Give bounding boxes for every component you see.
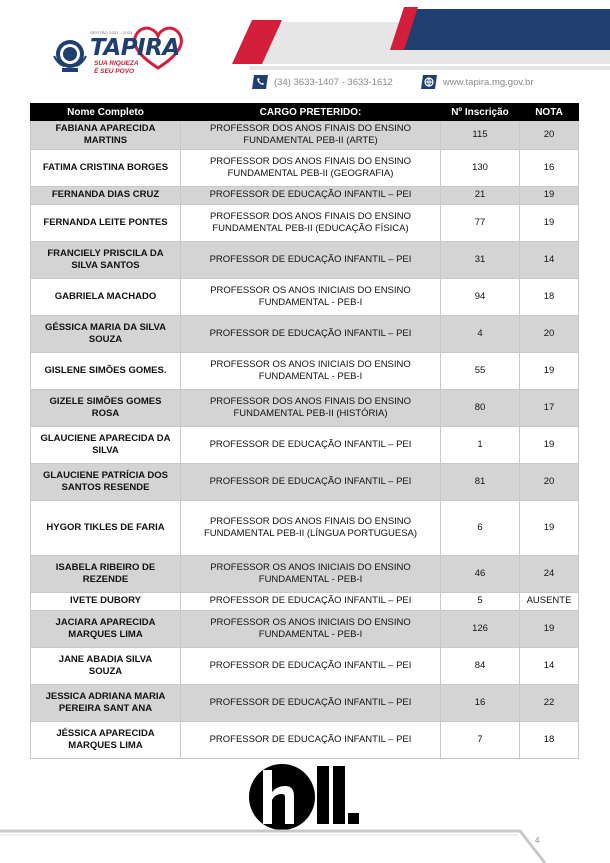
cell-name-line: IVETE DUBORY: [70, 595, 141, 607]
cell-name: [31, 611, 181, 648]
cell-nota: 24: [520, 556, 579, 593]
cell-name: [31, 121, 181, 150]
table-row: [31, 501, 579, 556]
cell-name: [31, 316, 181, 353]
cell-cargo: [181, 390, 441, 427]
cell-nota: 19: [520, 187, 579, 205]
cell-cargo: [181, 150, 441, 187]
cell-cargo-line: PROFESSOR DE EDUCAÇÃO INFANTIL – PEI: [209, 475, 412, 487]
cell-cargo-line: PROFESSOR DE EDUCAÇÃO INFANTIL – PEI: [209, 595, 412, 607]
logo-gestao: GESTÃO 2021 - 2024: [90, 30, 133, 35]
cell-name-line: REZENDE: [82, 574, 129, 585]
cell-name: [31, 464, 181, 501]
cell-name: [31, 353, 181, 390]
cell-cargo-line: FUNDAMENTAL - PEB-I: [258, 629, 363, 640]
cell-inscricao: 80: [441, 390, 520, 427]
cell-cargo-line: PROFESSOR DOS ANOS FINAIS DO ENSINO: [209, 122, 412, 134]
cell-cargo-line: PROFESSOR OS ANOS INICIAIS DO ENSINO: [210, 284, 411, 296]
cell-cargo-line: FUNDAMENTAL PEB-II (ARTE): [243, 135, 378, 146]
cell-name-line: JESSICA ADRIANA MARIA: [45, 690, 166, 702]
page-number: 4: [535, 836, 540, 845]
footer-decoration: [0, 825, 610, 863]
cell-inscricao: 46: [441, 556, 520, 593]
cell-name-line: FERNANDA LEITE PONTES: [43, 216, 168, 228]
cell-inscricao: 94: [441, 279, 520, 316]
cell-cargo: [181, 593, 441, 611]
cell-nota: 16: [520, 150, 579, 187]
cell-cargo: [181, 501, 441, 556]
cell-inscricao: 16: [441, 685, 520, 722]
cell-name-line: JANE ABADIA SILVA: [58, 653, 153, 665]
cell-name-line: FRANCIELY PRISCILA DA: [47, 247, 164, 259]
cell-name-line: GLAUCIENE PATRÍCIA DOS: [43, 469, 168, 481]
cell-name: [31, 427, 181, 464]
phone-number: (34) 3633-1407 - 3633-1612: [274, 76, 393, 88]
cell-inscricao: 84: [441, 648, 520, 685]
cell-cargo: [181, 427, 441, 464]
cell-cargo: [181, 205, 441, 242]
cell-name-line: GISLENE SIMÕES GOMES.: [44, 364, 167, 376]
cell-nota: 14: [520, 648, 579, 685]
cell-inscricao: 55: [441, 353, 520, 390]
table-row: [31, 353, 579, 390]
cell-nota: 20: [520, 316, 579, 353]
cell-name-line: MARQUES LIMA: [68, 740, 143, 751]
cell-cargo-line: PROFESSOR DOS ANOS FINAIS DO ENSINO: [209, 210, 412, 222]
cell-cargo-line: FUNDAMENTAL PEB-II (HISTÓRIA): [233, 408, 388, 419]
column-header-nota: NOTA: [520, 104, 579, 121]
results-table-container: [30, 103, 578, 759]
cell-name-line: GIZELE SIMÕES GOMES: [49, 395, 162, 407]
table-row: [31, 464, 579, 501]
cell-cargo-line: PROFESSOR DE EDUCAÇÃO INFANTIL – PEI: [209, 253, 412, 265]
cell-name-line: JACIARA APARECIDA: [55, 616, 156, 628]
cell-inscricao: 4: [441, 316, 520, 353]
globe-icon: [421, 75, 437, 89]
cell-name-line: SOUZA: [88, 666, 123, 677]
table-row: [31, 279, 579, 316]
cell-inscricao: 1: [441, 427, 520, 464]
cell-cargo-line: FUNDAMENTAL - PEB-I: [258, 297, 363, 308]
cell-name-line: GABRIELA MACHADO: [54, 290, 157, 302]
cell-cargo-line: PROFESSOR DE EDUCAÇÃO INFANTIL – PEI: [209, 438, 412, 450]
cell-name-line: SILVA: [92, 445, 119, 456]
cell-nota: AUSENTE: [520, 593, 579, 611]
table-row: [31, 390, 579, 427]
cell-name: [31, 187, 181, 205]
table-row: [31, 685, 579, 722]
cell-name-line: FERNANDA DIAS CRUZ: [51, 189, 160, 201]
cell-nota: 14: [520, 242, 579, 279]
cell-name-line: ISABELA RIBEIRO DE: [55, 561, 156, 573]
cell-cargo-line: FUNDAMENTAL PEB-II (LÍNGUA PORTUGUESA): [203, 528, 418, 539]
cell-cargo-line: FUNDAMENTAL - PEB-I: [258, 574, 363, 585]
cell-cargo: [181, 187, 441, 205]
cell-nota: 20: [520, 121, 579, 150]
table-row: [31, 205, 579, 242]
cell-name-line: GLAUCIENE APARECIDA DA: [40, 432, 171, 444]
contact-bar: [252, 73, 533, 91]
cell-name-line: JÉSSICA APARECIDA: [56, 727, 155, 739]
cell-cargo: [181, 556, 441, 593]
cell-cargo: [181, 464, 441, 501]
cell-name: [31, 205, 181, 242]
cell-inscricao: 115: [441, 121, 520, 150]
table-row: [31, 316, 579, 353]
cell-inscricao: 5: [441, 593, 520, 611]
cell-nota: 17: [520, 390, 579, 427]
cell-cargo-line: PROFESSOR DE EDUCAÇÃO INFANTIL – PEI: [209, 327, 412, 339]
page-header: [0, 0, 610, 100]
cell-name-line: SILVA SANTOS: [71, 260, 140, 271]
table-row: [31, 150, 579, 187]
cell-cargo: [181, 316, 441, 353]
table-row: [31, 556, 579, 593]
cell-name-line: SOUZA: [88, 334, 123, 345]
cell-name: [31, 722, 181, 759]
cell-cargo-line: PROFESSOR OS ANOS INICIAIS DO ENSINO: [210, 616, 411, 628]
cell-name: [31, 150, 181, 187]
cell-name-line: PEREIRA SANT ANA: [58, 703, 153, 714]
cell-name-line: FATIMA CRISTINA BORGES: [42, 161, 169, 173]
cell-cargo: [181, 121, 441, 150]
logo-tagline-1: SUA RIQUEZA: [94, 60, 139, 67]
cell-name: [31, 648, 181, 685]
table-row: [31, 648, 579, 685]
logo-tagline-2: É SEU POVO: [94, 68, 135, 75]
cell-cargo: [181, 279, 441, 316]
cell-cargo-line: PROFESSOR OS ANOS INICIAIS DO ENSINO: [210, 561, 411, 573]
phone-icon: [252, 75, 268, 89]
cell-cargo-line: PROFESSOR DE EDUCAÇÃO INFANTIL – PEI: [209, 659, 412, 671]
cell-cargo-line: FUNDAMENTAL PEB-II (EDUCAÇÃO FÍSICA): [212, 223, 409, 234]
table-header-row: [31, 104, 579, 121]
table-row: [31, 722, 579, 759]
table-row: [31, 427, 579, 464]
cell-nota: 19: [520, 501, 579, 556]
cell-nota: 22: [520, 685, 579, 722]
cell-inscricao: 81: [441, 464, 520, 501]
cell-nota: 19: [520, 611, 579, 648]
cell-name: [31, 501, 181, 556]
cell-name-line: GÉSSICA MARIA DA SILVA: [44, 321, 167, 333]
cell-cargo-line: FUNDAMENTAL - PEB-I: [258, 371, 363, 382]
cell-nota: 18: [520, 722, 579, 759]
cell-nota: 19: [520, 427, 579, 464]
cell-cargo: [181, 648, 441, 685]
cell-name-line: FABIANA APARECIDA: [55, 122, 156, 134]
column-header-cargo: CARGO PRETERIDO:: [181, 104, 441, 121]
column-header-name: Nome Completo: [31, 104, 181, 121]
table-row: [31, 187, 579, 205]
cell-nota: 20: [520, 464, 579, 501]
cell-name-line: MARQUES LIMA: [68, 629, 143, 640]
cell-name: [31, 390, 181, 427]
column-header-inscricao: Nº Inscrição: [441, 104, 520, 121]
cell-cargo-line: PROFESSOR DOS ANOS FINAIS DO ENSINO: [209, 515, 412, 527]
cell-name-line: SANTOS RESENDE: [61, 482, 150, 493]
cell-inscricao: 77: [441, 205, 520, 242]
table-row: [31, 242, 579, 279]
table-row: [31, 593, 579, 611]
cell-name-line: ROSA: [91, 408, 120, 419]
cell-cargo: [181, 242, 441, 279]
cell-inscricao: 7: [441, 722, 520, 759]
cell-inscricao: 126: [441, 611, 520, 648]
cell-cargo-line: PROFESSOR DE EDUCAÇÃO INFANTIL – PEI: [209, 733, 412, 745]
cell-name: [31, 556, 181, 593]
cell-cargo: [181, 685, 441, 722]
website-link[interactable]: www.tapira.mg.gov.br: [442, 76, 534, 88]
cell-name: [31, 593, 181, 611]
table-body: [31, 121, 579, 759]
cell-cargo-line: PROFESSOR DE EDUCAÇÃO INFANTIL – PEI: [209, 189, 412, 201]
cell-cargo: [181, 353, 441, 390]
cell-cargo-line: PROFESSOR OS ANOS INICIAIS DO ENSINO: [210, 358, 411, 370]
cell-name: [31, 279, 181, 316]
cell-inscricao: 21: [441, 187, 520, 205]
cell-name-line: HYGOR TIKLES DE FARIA: [46, 521, 165, 533]
table-row: [31, 121, 579, 150]
table-row: [31, 611, 579, 648]
cell-cargo-line: PROFESSOR DOS ANOS FINAIS DO ENSINO: [209, 155, 412, 167]
cell-inscricao: 31: [441, 242, 520, 279]
cell-name: [31, 685, 181, 722]
cell-cargo: [181, 722, 441, 759]
cell-nota: 19: [520, 205, 579, 242]
cell-cargo-line: PROFESSOR DOS ANOS FINAIS DO ENSINO: [209, 395, 412, 407]
cell-cargo-line: PROFESSOR DE EDUCAÇÃO INFANTIL – PEI: [209, 696, 412, 708]
cell-name: [31, 242, 181, 279]
logo-title: TAPIRA: [90, 35, 180, 61]
cell-cargo-line: FUNDAMENTAL PEB-II (GEOGRAFIA): [227, 168, 394, 179]
tapira-logo: [50, 24, 200, 84]
cell-name-line: MARTINS: [83, 135, 128, 146]
crest-icon: [50, 34, 90, 74]
cell-cargo: [181, 611, 441, 648]
cell-nota: 18: [520, 279, 579, 316]
cell-nota: 19: [520, 353, 579, 390]
cell-inscricao: 6: [441, 501, 520, 556]
cell-inscricao: 130: [441, 150, 520, 187]
results-table: [30, 103, 579, 759]
hl-logo-icon: [247, 762, 365, 832]
